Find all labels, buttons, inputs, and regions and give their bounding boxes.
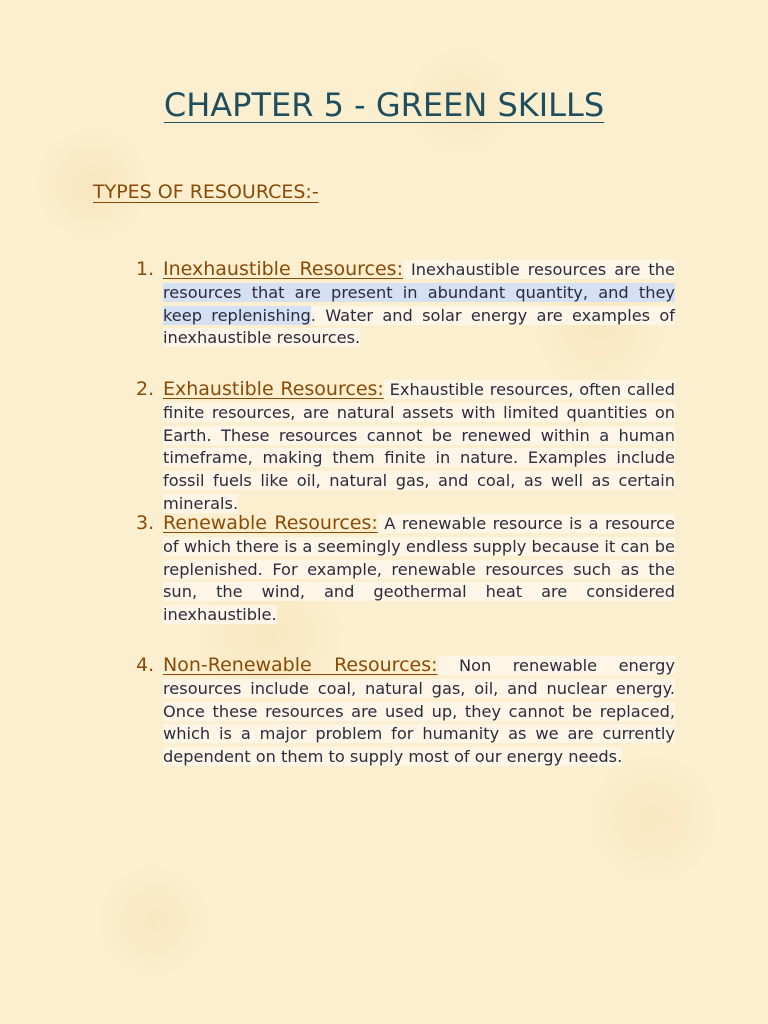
item-label: Non-Renewable Resources: [163, 654, 438, 676]
list-item-paragraph [163, 378, 675, 516]
list-item-paragraph [163, 258, 675, 350]
list-item-non-renewable [136, 654, 676, 769]
item-label: Exhaustible Resources: [163, 378, 384, 400]
list-item-inexhaustible [136, 258, 676, 350]
list-number: 3. [136, 512, 155, 534]
list-number: 1. [136, 258, 155, 280]
item-text: Non renewable energy resources include coal, natural gas, oil, and nuclear energy. Once these resources are used up, they cannot be replaced, which is a major problem for humanity as we are currently dependent on them to supply most of our energy needs. [163, 656, 675, 767]
list-item-paragraph [163, 654, 675, 769]
highlighted-text: resources that are present in abundant quantity, and they keep replenishing [163, 282, 675, 325]
item-text: Inexhaustible resources are the [402, 260, 675, 279]
list-number: 2. [136, 378, 155, 400]
section-heading: TYPES OF RESOURCES:- [93, 181, 319, 203]
list-number: 4. [136, 654, 155, 676]
item-label: Renewable Resources: [163, 512, 378, 534]
list-item-renewable [136, 512, 676, 627]
list-item-exhaustible [136, 378, 676, 516]
item-label: Inexhaustible Resources: [163, 258, 403, 280]
item-text: Exhaustible resources, often called finite resources, are natural assets with limited quantities on Earth. These resources cannot be renewed within a human timeframe, making them finite in nature. Examples include fossil fuels like oil, natural gas, and coal, as well as certain minerals. [163, 380, 675, 513]
page-title: CHAPTER 5 - GREEN SKILLS [163, 86, 605, 124]
item-text: . Water and solar energy are examples of inexhaustible resources. [163, 305, 676, 348]
list-item-paragraph [163, 512, 675, 627]
item-text: A renewable resource is a resource of which there is a seemingly endless supply because it can be replenished. For example, renewable resources such as the sun, the wind, and geothermal heat are considered inexhaustible. [163, 514, 675, 625]
